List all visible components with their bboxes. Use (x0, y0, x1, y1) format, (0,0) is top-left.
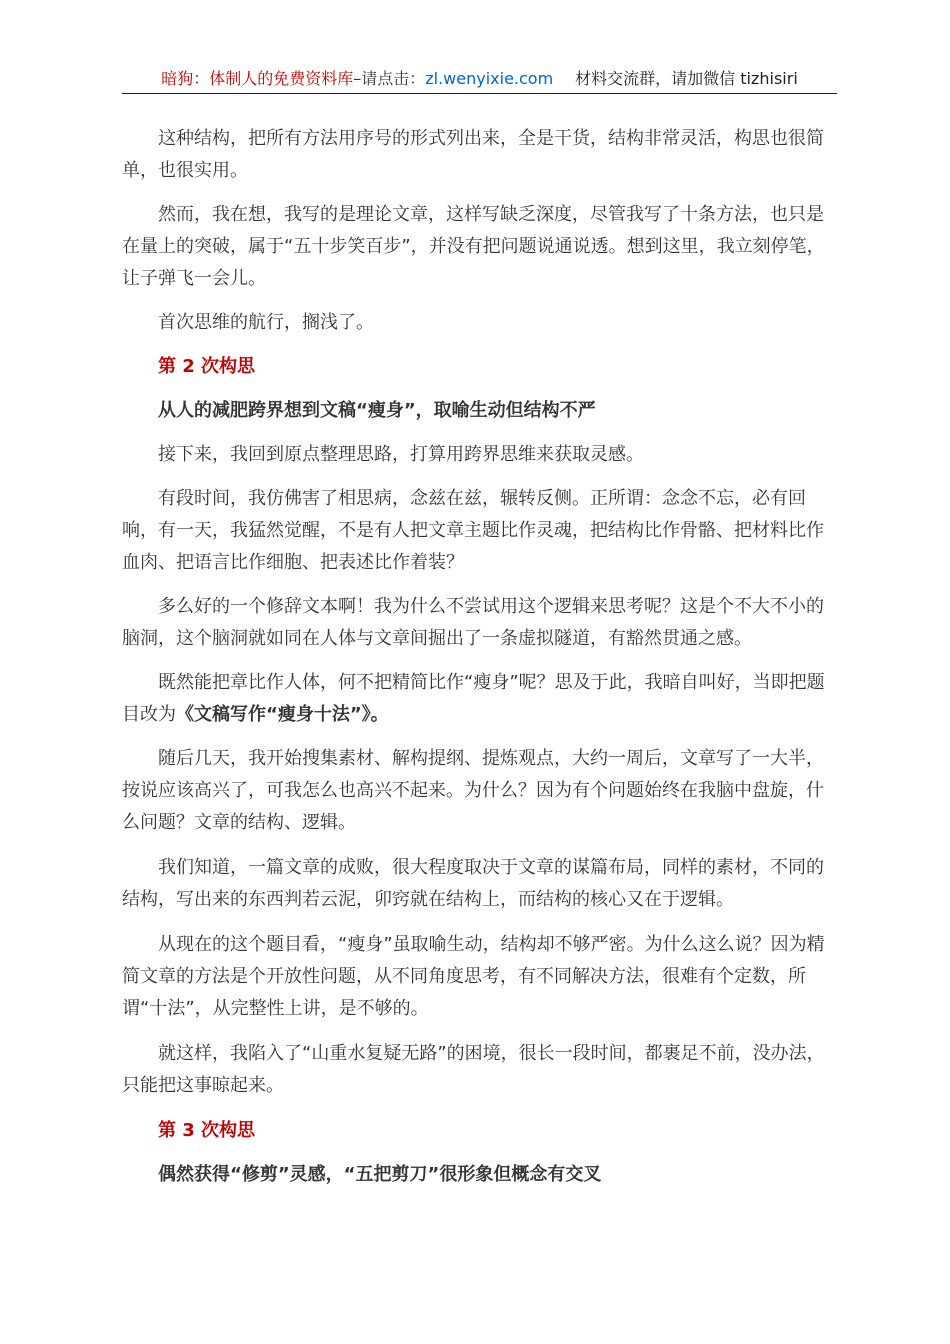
paragraph: 然而，我在想，我写的是理论文章，这样写缺乏深度，尽管我写了十条方法，也只是在量上的突破，属于“五十步笑百步”，并没有把问题说通说透。想到这里，我立刻停笔，让子弹飞一会儿。 (122, 204, 825, 289)
paragraph: 就这样，我陷入了“山重水复疑无路”的困境，很长一段时间，都裹足不前，没办法，只能把这事晾起来。 (122, 1043, 825, 1096)
paragraph: 这种结构，把所有方法用序号的形式列出来，全是干货，结构非常灵活，构思也很简单，也很实用。 (122, 128, 824, 181)
header-divider (122, 93, 837, 94)
header-wechat: 材料交流群，请加微信 tizhisiri (575, 69, 798, 88)
paragraph (122, 667, 837, 731)
paragraph: 多么好的一个修辞文本啊！我为什么不尝试用这个逻辑来思考呢？这是个不大不小的脑洞，这个脑洞就如同在人体与文章间掘出了一条虚拟隧道，有豁然贯通之感。 (122, 596, 824, 649)
paragraph: 我们知道，一篇文章的成败，很大程度取决于文章的谋篇布局，同样的素材，不同的结构，写出来的东西判若云泥，卯窍就在结构上，而结构的核心又在于逻辑。 (122, 857, 824, 910)
paragraph: 随后几天，我开始搜集素材、解构提纲、提炼观点，大约一周后，文章写了一大半，按说应该高兴了，可我怎么也高兴不起来。为什么？因为有个问题始终在我脑中盘旋，什么问题？文章的结构、逻辑。 (122, 748, 824, 833)
page-header (122, 66, 837, 92)
section-2-subtitle: 从人的减肥跨界想到文稿“瘦身”，取喻生动但结构不严 (158, 400, 596, 421)
header-url-link[interactable]: zl.wenyixie.com (425, 69, 554, 88)
section-3-title: 第 3 次构思 (158, 1120, 256, 1141)
paragraph: 从现在的这个题目看，“瘦身”虽取喻生动，结构却不够严密。为什么这么说？因为精简文章的方法是个开放性问题，从不同角度思考，有不同解决方法，很难有个定数，所谓“十法”，从完整性上讲，是不够的。 (122, 934, 825, 1019)
header-brand: 暗狗：体制人的免费资料库 (161, 69, 354, 88)
paragraph: 首次思维的航行，搁浅了。 (158, 312, 374, 333)
document-body (122, 123, 837, 1203)
paragraph: 接下来，我回到原点整理思路，打算用跨界思维来获取灵感。 (158, 444, 644, 465)
section-2-title: 第 2 次构思 (158, 356, 256, 377)
header-click-prefix: –请点击： (353, 69, 426, 88)
paragraph-text: 既然能把章比作人体，何不把精简比作“瘦身”呢？思及于此，我暗自叫好，当即把题目改为 (122, 672, 825, 725)
article-title-bold: 《文稿写作“瘦身十法”》。 (176, 704, 389, 725)
section-3-subtitle: 偶然获得“修剪”灵感，“五把剪刀”很形象但概念有交叉 (158, 1164, 602, 1185)
paragraph: 有段时间，我仿佛害了相思病，念兹在兹，辗转反侧。正所谓：念念不忘，必有回响，有一天，我猛然觉醒，不是有人把文章主题比作灵魂，把结构比作骨骼、把材料比作血肉、把语言比作细胞、把表述比作着装？ (122, 488, 824, 573)
